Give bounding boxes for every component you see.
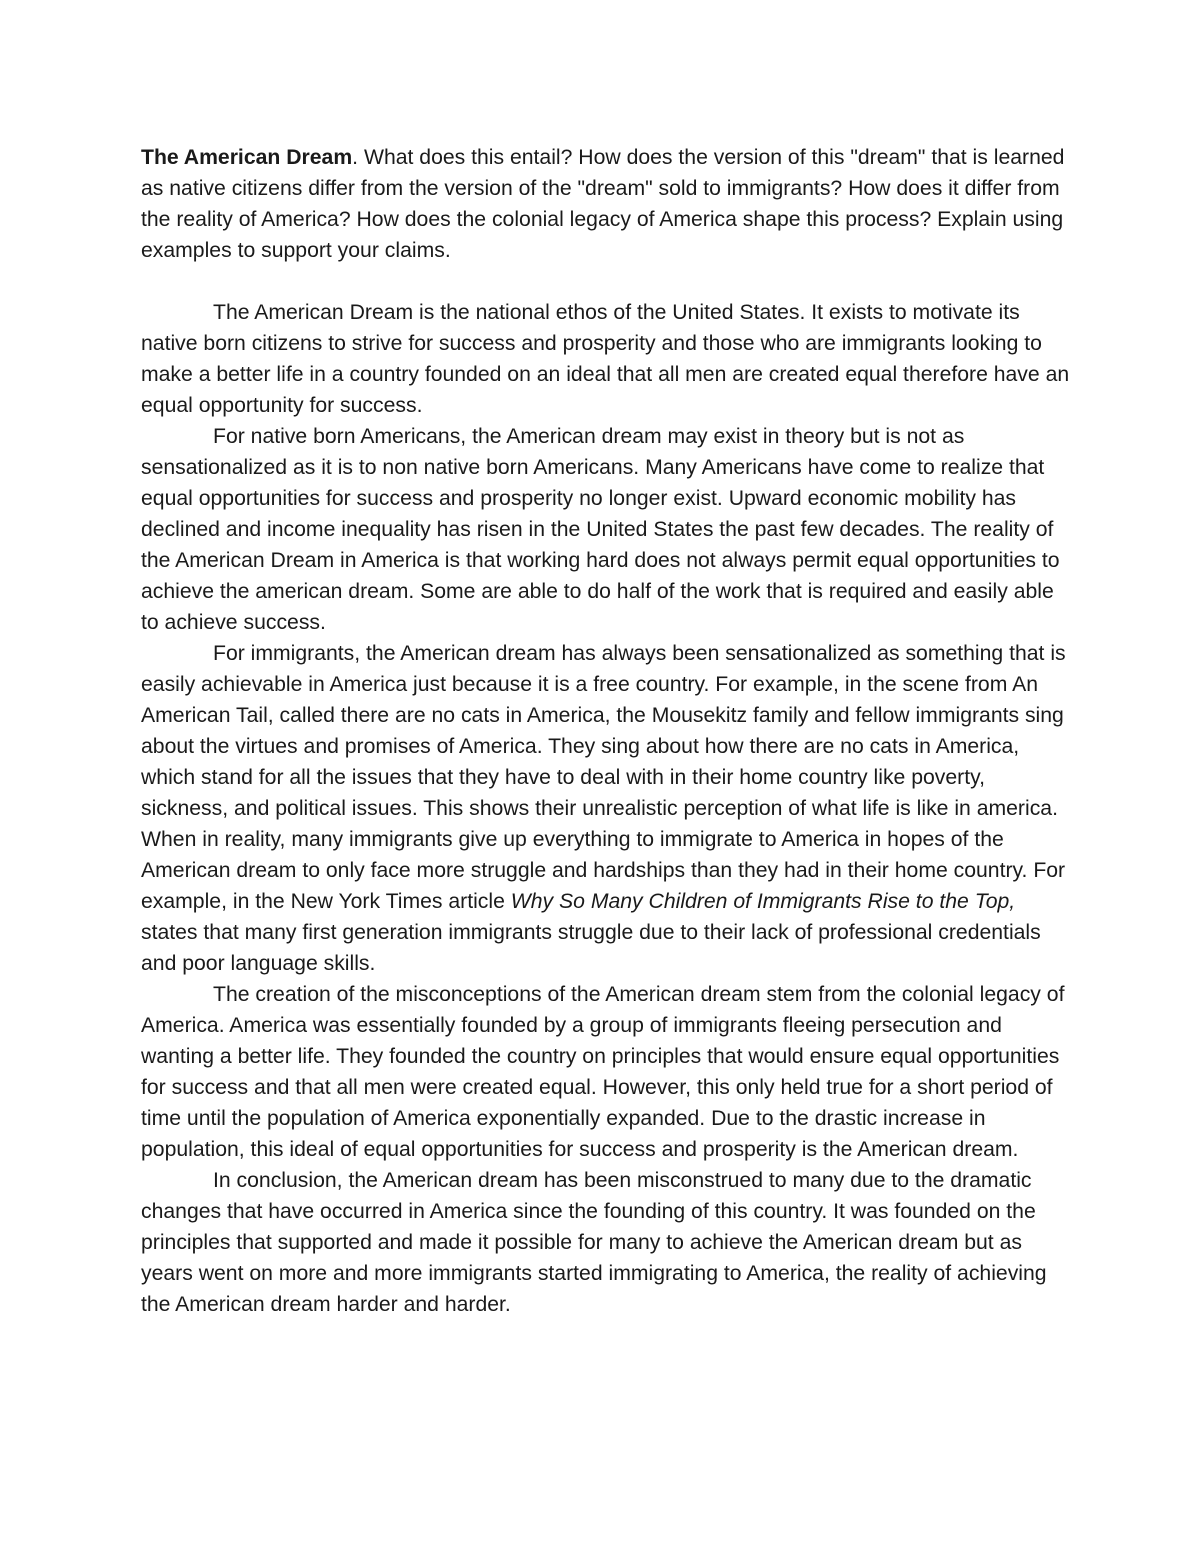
article-title: Why So Many Children of Immigrants Rise to the Top, [510, 890, 1016, 913]
paragraph-5: In conclusion, the American dream has been misconstrued to many due to the dramatic changes that have occurred in America since the founding of this country. It was founded on the principles that supported and made it possible for many to achieve the American dream but as years went on more and more immigrants started immigrating to America, the reality of achieving the American dream harder and harder. [141, 1169, 1047, 1316]
paragraph-1: The American Dream is the national ethos of the United States. It exists to motivate its native born citizens to strive for success and prosperity and those who are immigrants looking to make a better life in a country founded on an ideal that all men are created equal therefore have an equal opportunity for success. [141, 301, 1070, 417]
essay-title: The American Dream [141, 146, 353, 169]
paragraph-3 [141, 638, 1071, 979]
essay-prompt [141, 142, 1071, 266]
paragraph-4: The creation of the misconceptions of the American dream stem from the colonial legacy of America. America was essentially founded by a group of immigrants fleeing persecution and wanting a better life. They founded the country on principles that would ensure equal opportunities for success and that all men were created equal. However, this only held true for a short period of time until the population of America exponentially expanded. Due to the drastic increase in population, this ideal of equal opportunities for success and prosperity is the American dream. [141, 983, 1065, 1161]
document-body [141, 142, 1071, 1320]
prompt-text: . What does this entail? How does the version of this "dream" that is learned as native citizens differ from the version of the "dream" sold to immigrants? How does it differ from the reality of America? How does the colonial legacy of America shape this process? Explain using examples to support your claims. [141, 146, 1065, 262]
paragraph-3-text-end: states that many first generation immigrants struggle due to their lack of professional credentials and poor language skills. [141, 921, 1041, 975]
paragraph-3-text: For immigrants, the American dream has always been sensationalized as something that is easily achievable in America just because it is a free country. For example, in the scene from An American Tail, called there are no cats in America, the Mousekitz family and fellow immigrants sing about the virtues and promises of America. They sing about how there are no cats in America, which stand for all the issues that they have to deal with in their home country like poverty, sickness, and political issues. This shows their unrealistic perception of what life is like in america. When in reality, many immigrants give up everything to immigrate to America in hopes of the American dream to only face more struggle and hardships than they had in their home country. For example, in the New York Times article [141, 642, 1066, 913]
paragraph-2: For native born Americans, the American dream may exist in theory but is not as sensationalized as it is to non native born Americans. Many Americans have come to realize that equal opportunities for success and prosperity no longer exist. Upward economic mobility has declined and income inequality has risen in the United States the past few decades. The reality of the American Dream in America is that working hard does not always permit equal opportunities to achieve the american dream. Some are able to do half of the work that is required and easily able to achieve success. [141, 425, 1060, 634]
